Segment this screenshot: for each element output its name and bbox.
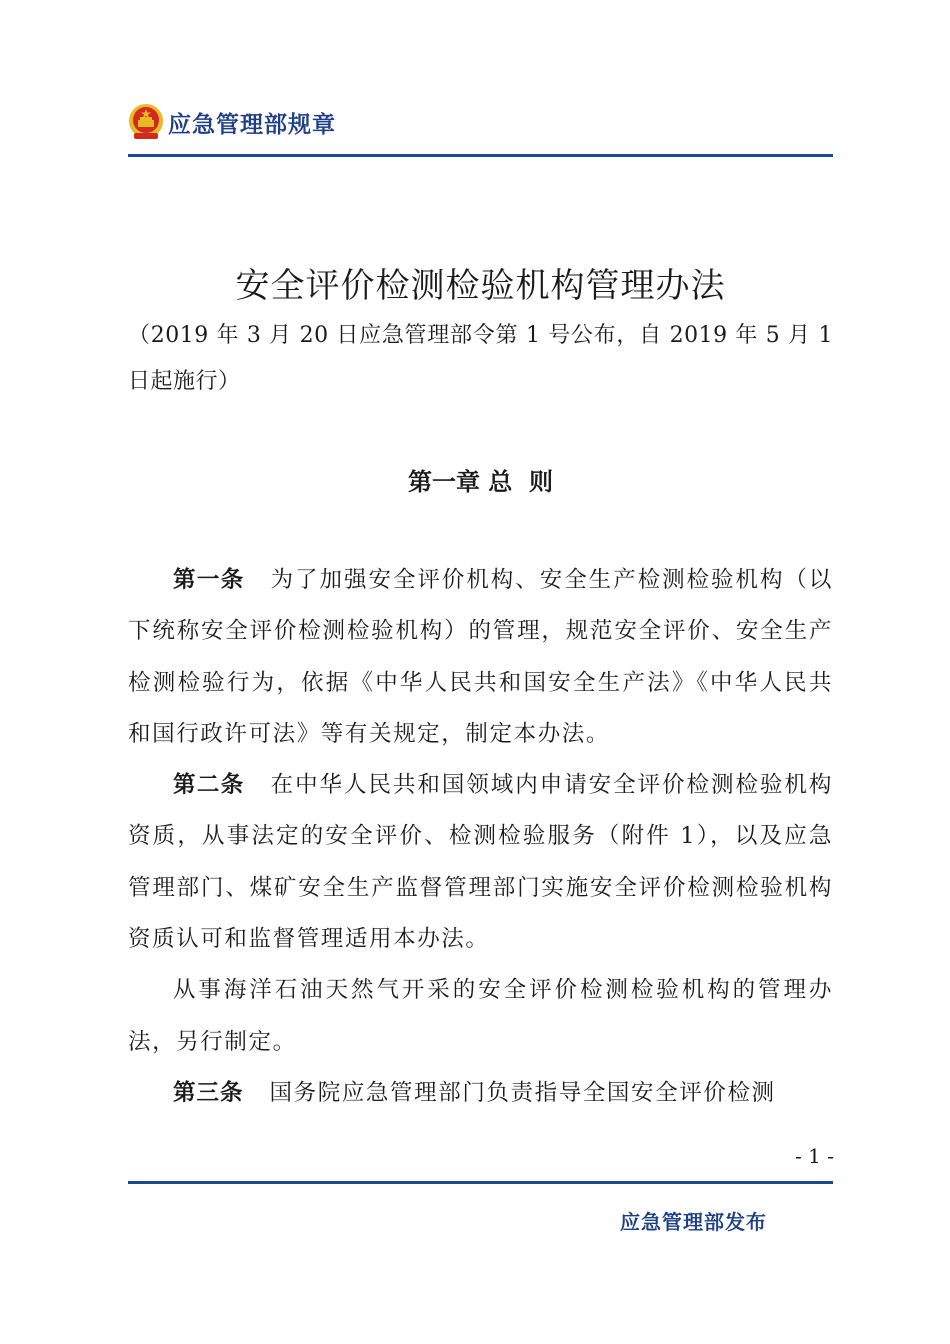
document-title: 安全评价检测检验机构管理办法 [235, 266, 726, 306]
article-label: 第一条 [173, 567, 245, 593]
header-divider [128, 154, 833, 157]
national-emblem-icon [128, 103, 164, 141]
article-label: 第三条 [173, 1079, 244, 1106]
page-header [128, 100, 833, 158]
footer-divider [128, 1181, 833, 1184]
article-2 [128, 760, 833, 965]
chapter-heading: 第一章 总 则 [407, 468, 554, 496]
document-body [128, 555, 833, 1119]
document-subtitle: （2019 年 3 月 20 日应急管理部令第 1 号公布，自 2019 年 5 月 1 日起施行） [128, 323, 833, 394]
article-3 [128, 1068, 833, 1119]
article-2-paragraph-2 [128, 965, 833, 1068]
article-label: 第二条 [173, 772, 245, 799]
article-1 [128, 555, 833, 760]
article-text: 在中华人民共和国领域内申请安全评价检测检验机构资质，从事法定的安全评价、检测检验服务（附件 1），以及应急管理部门、煤矿安全生产监督管理部门实施安全评价检测检验机构资质认可和监督管理适用本办法。 [128, 772, 833, 953]
article-text: 国务院应急管理部门负责指导全国安全评价检测 [269, 1079, 776, 1106]
header-title: 应急管理部规章 [168, 112, 336, 138]
article-text: 从事海洋石油天然气开采的安全评价检测检验机构的管理办法，另行制定。 [128, 977, 833, 1055]
footer-publisher: 应急管理部发布 [620, 1210, 767, 1234]
page-number: - 1 - [795, 1144, 834, 1168]
article-text: 为了加强安全评价机构、安全生产检测检验机构（以下统称安全评价检测检验机构）的管理，规范安全评价、安全生产检测检验行为，依据《中华人民共和国安全生产法》《中华人民共和国行政许可法》等有关规定，制定本办法。 [128, 567, 833, 747]
